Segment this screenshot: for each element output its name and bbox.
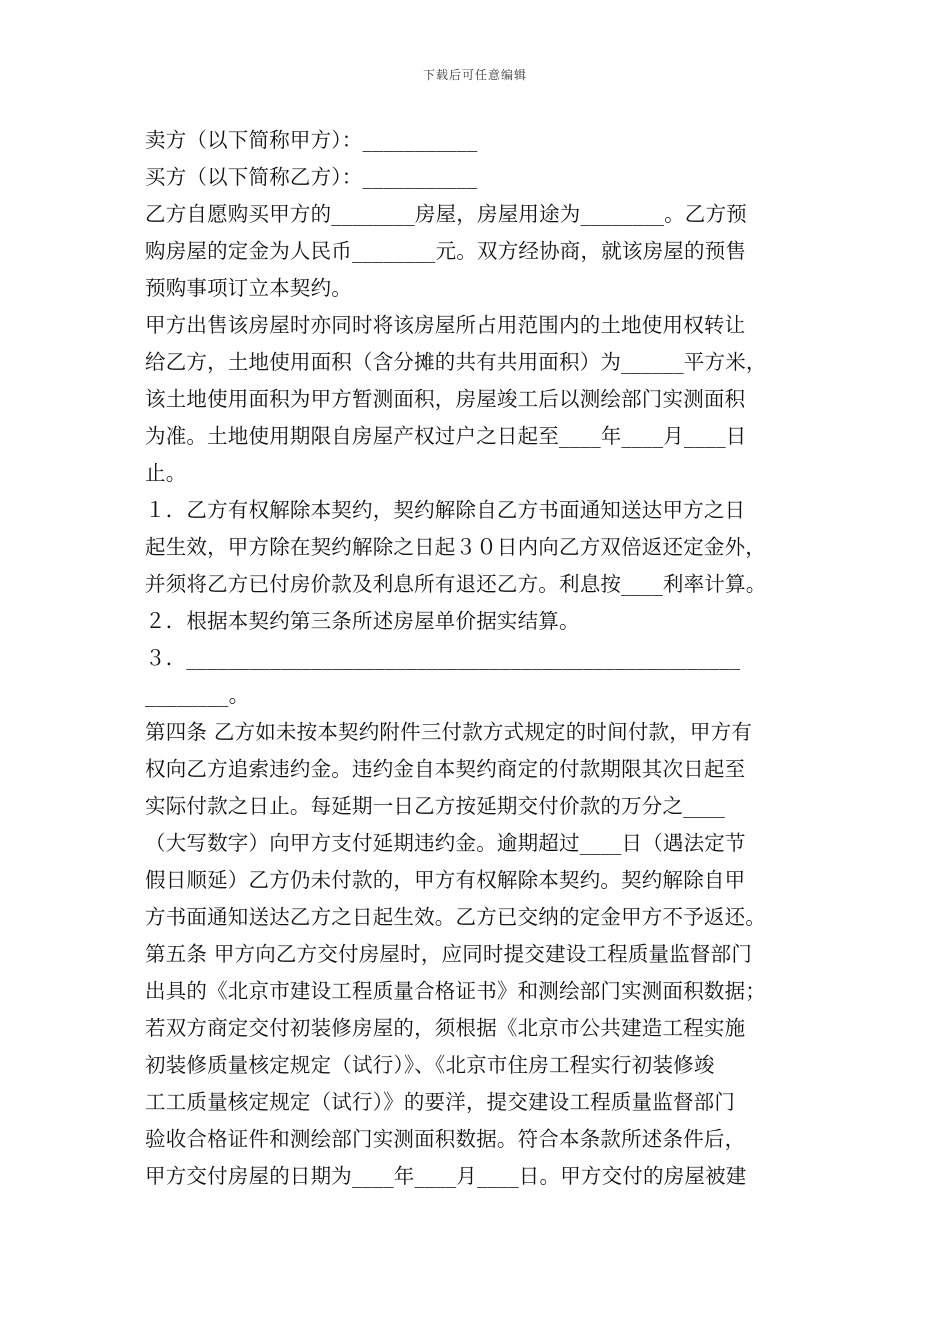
article-4-heading: 第四条 乙方如未按本契约附件三付款方式规定的时间付款，甲方有 <box>145 720 753 744</box>
clause-item-3: ３．_____________________________________________________ <box>145 646 741 670</box>
text-line: 甲方出售该房屋时亦同时将该房屋所占用范围内的土地使用权转让 <box>145 313 746 337</box>
text-line: 为准。土地使用期限自房屋产权过户之日起至____年____月____日 <box>145 424 747 448</box>
text-line: 出具的《北京市建设工程质量合格证书》和测绘部门实测面积数据； <box>145 979 766 1003</box>
text-line: 权向乙方追索违约金。违约金自本契约商定的付款期限其次日起至 <box>145 757 746 781</box>
text-line: 方书面通知送达乙方之日起生效。乙方已交纳的定金甲方不予返还。 <box>145 905 766 929</box>
buyer-line: 买方（以下简称乙方）：___________ <box>145 165 478 189</box>
text-line: ________。 <box>145 683 250 707</box>
text-line: 甲方交付房屋的日期为____年____月____日。甲方交付的房屋被建 <box>145 1164 747 1188</box>
seller-line: 卖方（以下简称甲方）：___________ <box>145 128 478 152</box>
text-line: 购房屋的定金为人民币________元。双方经协商，就该房屋的预售 <box>145 239 747 263</box>
contract-body <box>145 122 810 1195</box>
text-line: 验收合格证件和测绘部门实测面积数据。符合本条款所述条件后， <box>145 1127 746 1151</box>
clause-item-1: １．乙方有权解除本契约，契约解除自乙方书面通知送达甲方之日 <box>145 498 746 522</box>
text-line: 预购事项订立本契约。 <box>145 276 352 300</box>
text-line: 乙方自愿购买甲方的________房屋，房屋用途为________。乙方预 <box>145 202 747 226</box>
text-line: 起生效，甲方除在契约解除之日起３０日内向乙方双倍返还定金外， <box>145 535 766 559</box>
text-line: 该土地使用面积为甲方暂测面积，房屋竣工后以测绘部门实测面积 <box>145 387 746 411</box>
text-line: 实际付款之日止。每延期一日乙方按延期交付价款的万分之____ <box>145 794 725 818</box>
article-5-heading: 第五条 甲方向乙方交付房屋时，应同时提交建设工程质量监督部门 <box>145 942 753 966</box>
text-line: 给乙方，土地使用面积（含分摊的共有共用面积）为______平方米， <box>145 350 767 374</box>
text-line: 并须将乙方已付房价款及利息所有退还乙方。利息按____利率计算。 <box>145 572 767 596</box>
page-header-note: 下载后可任意编辑 <box>422 68 527 82</box>
text-line: 若双方商定交付初装修房屋的，须根据《北京市公共建造工程实施 <box>145 1016 746 1040</box>
text-line: 止。 <box>145 461 187 485</box>
text-line: （大写数字）向甲方支付延期违约金。逾期超过____日（遇法定节 <box>145 831 746 855</box>
text-line: 假日顺延）乙方仍未付款的，甲方有权解除本契约。契约解除自甲 <box>145 868 746 892</box>
clause-item-2: ２．根据本契约第三条所述房屋单价据实结算。 <box>145 609 580 633</box>
text-line: 工工质量核定规定（试行）》的要洋，提交建设工程质量监督部门 <box>145 1090 736 1114</box>
text-line: 初装修质量核定规定（试行）》、《北京市住房工程实行初装修竣 <box>145 1053 715 1077</box>
